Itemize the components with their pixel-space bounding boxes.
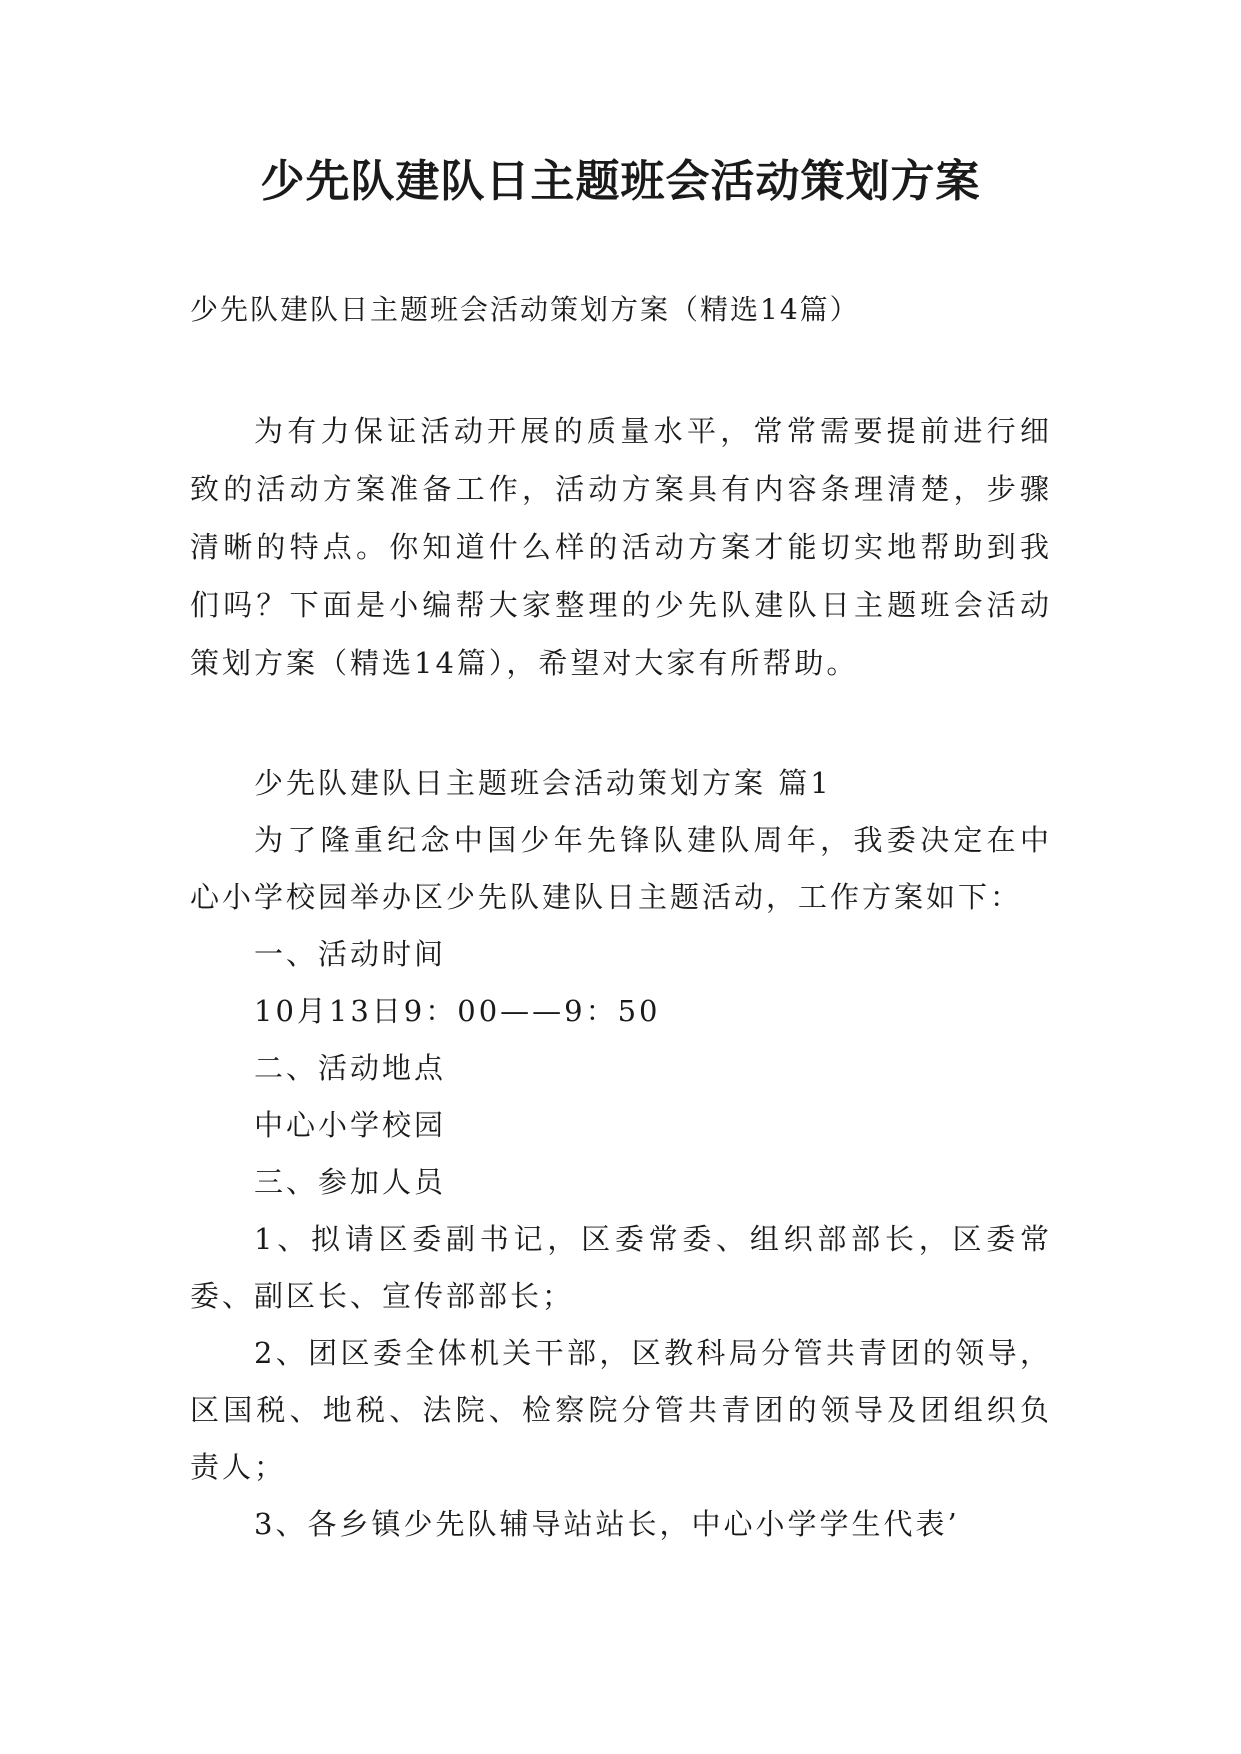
section-paragraph: 一、活动时间 bbox=[254, 937, 447, 971]
document-subtitle: 少先队建队日主题班会活动策划方案（精选14篇） bbox=[190, 293, 860, 326]
section-paragraph: 中心小学校园 bbox=[254, 1108, 447, 1142]
section-paragraph: 1、拟请区委副书记，区委常委、组织部部长，区委常委、副区长、宣传部部长； bbox=[190, 1222, 1052, 1313]
section-paragraph: 三、参加人员 bbox=[254, 1165, 447, 1199]
section-paragraph: 10月13日9：00——9：50 bbox=[254, 994, 661, 1028]
intro-paragraph: 为有力保证活动开展的质量水平，常常需要提前进行细致的活动方案准备工作，活动方案具有内容条理清楚，步骤清晰的特点。你知道什么样的活动方案才能切实地帮助到我们吗？下面是小编帮大家整理的少先队建队日主题班会活动策划方案（精选14篇），希望对大家有所帮助。 bbox=[190, 414, 1052, 680]
section-1 bbox=[190, 755, 1052, 1553]
section-paragraph: 为了隆重纪念中国少年先锋队建队周年，我委决定在中心小学校园举办区少先队建队日主题活动，工作方案如下： bbox=[190, 823, 1052, 914]
document-title: 少先队建队日主题班会活动策划方案 bbox=[260, 156, 981, 207]
section-heading: 少先队建队日主题班会活动策划方案 篇1 bbox=[254, 766, 832, 800]
section-paragraph: 2、团区委全体机关干部，区教科局分管共青团的领导，区国税、地税、法院、检察院分管共青团的领导及团组织负责人； bbox=[190, 1336, 1052, 1484]
section-paragraph: 二、活动地点 bbox=[254, 1051, 447, 1085]
section-paragraph: 3、各乡镇少先队辅导站站长，中心小学学生代表’ bbox=[254, 1507, 960, 1541]
